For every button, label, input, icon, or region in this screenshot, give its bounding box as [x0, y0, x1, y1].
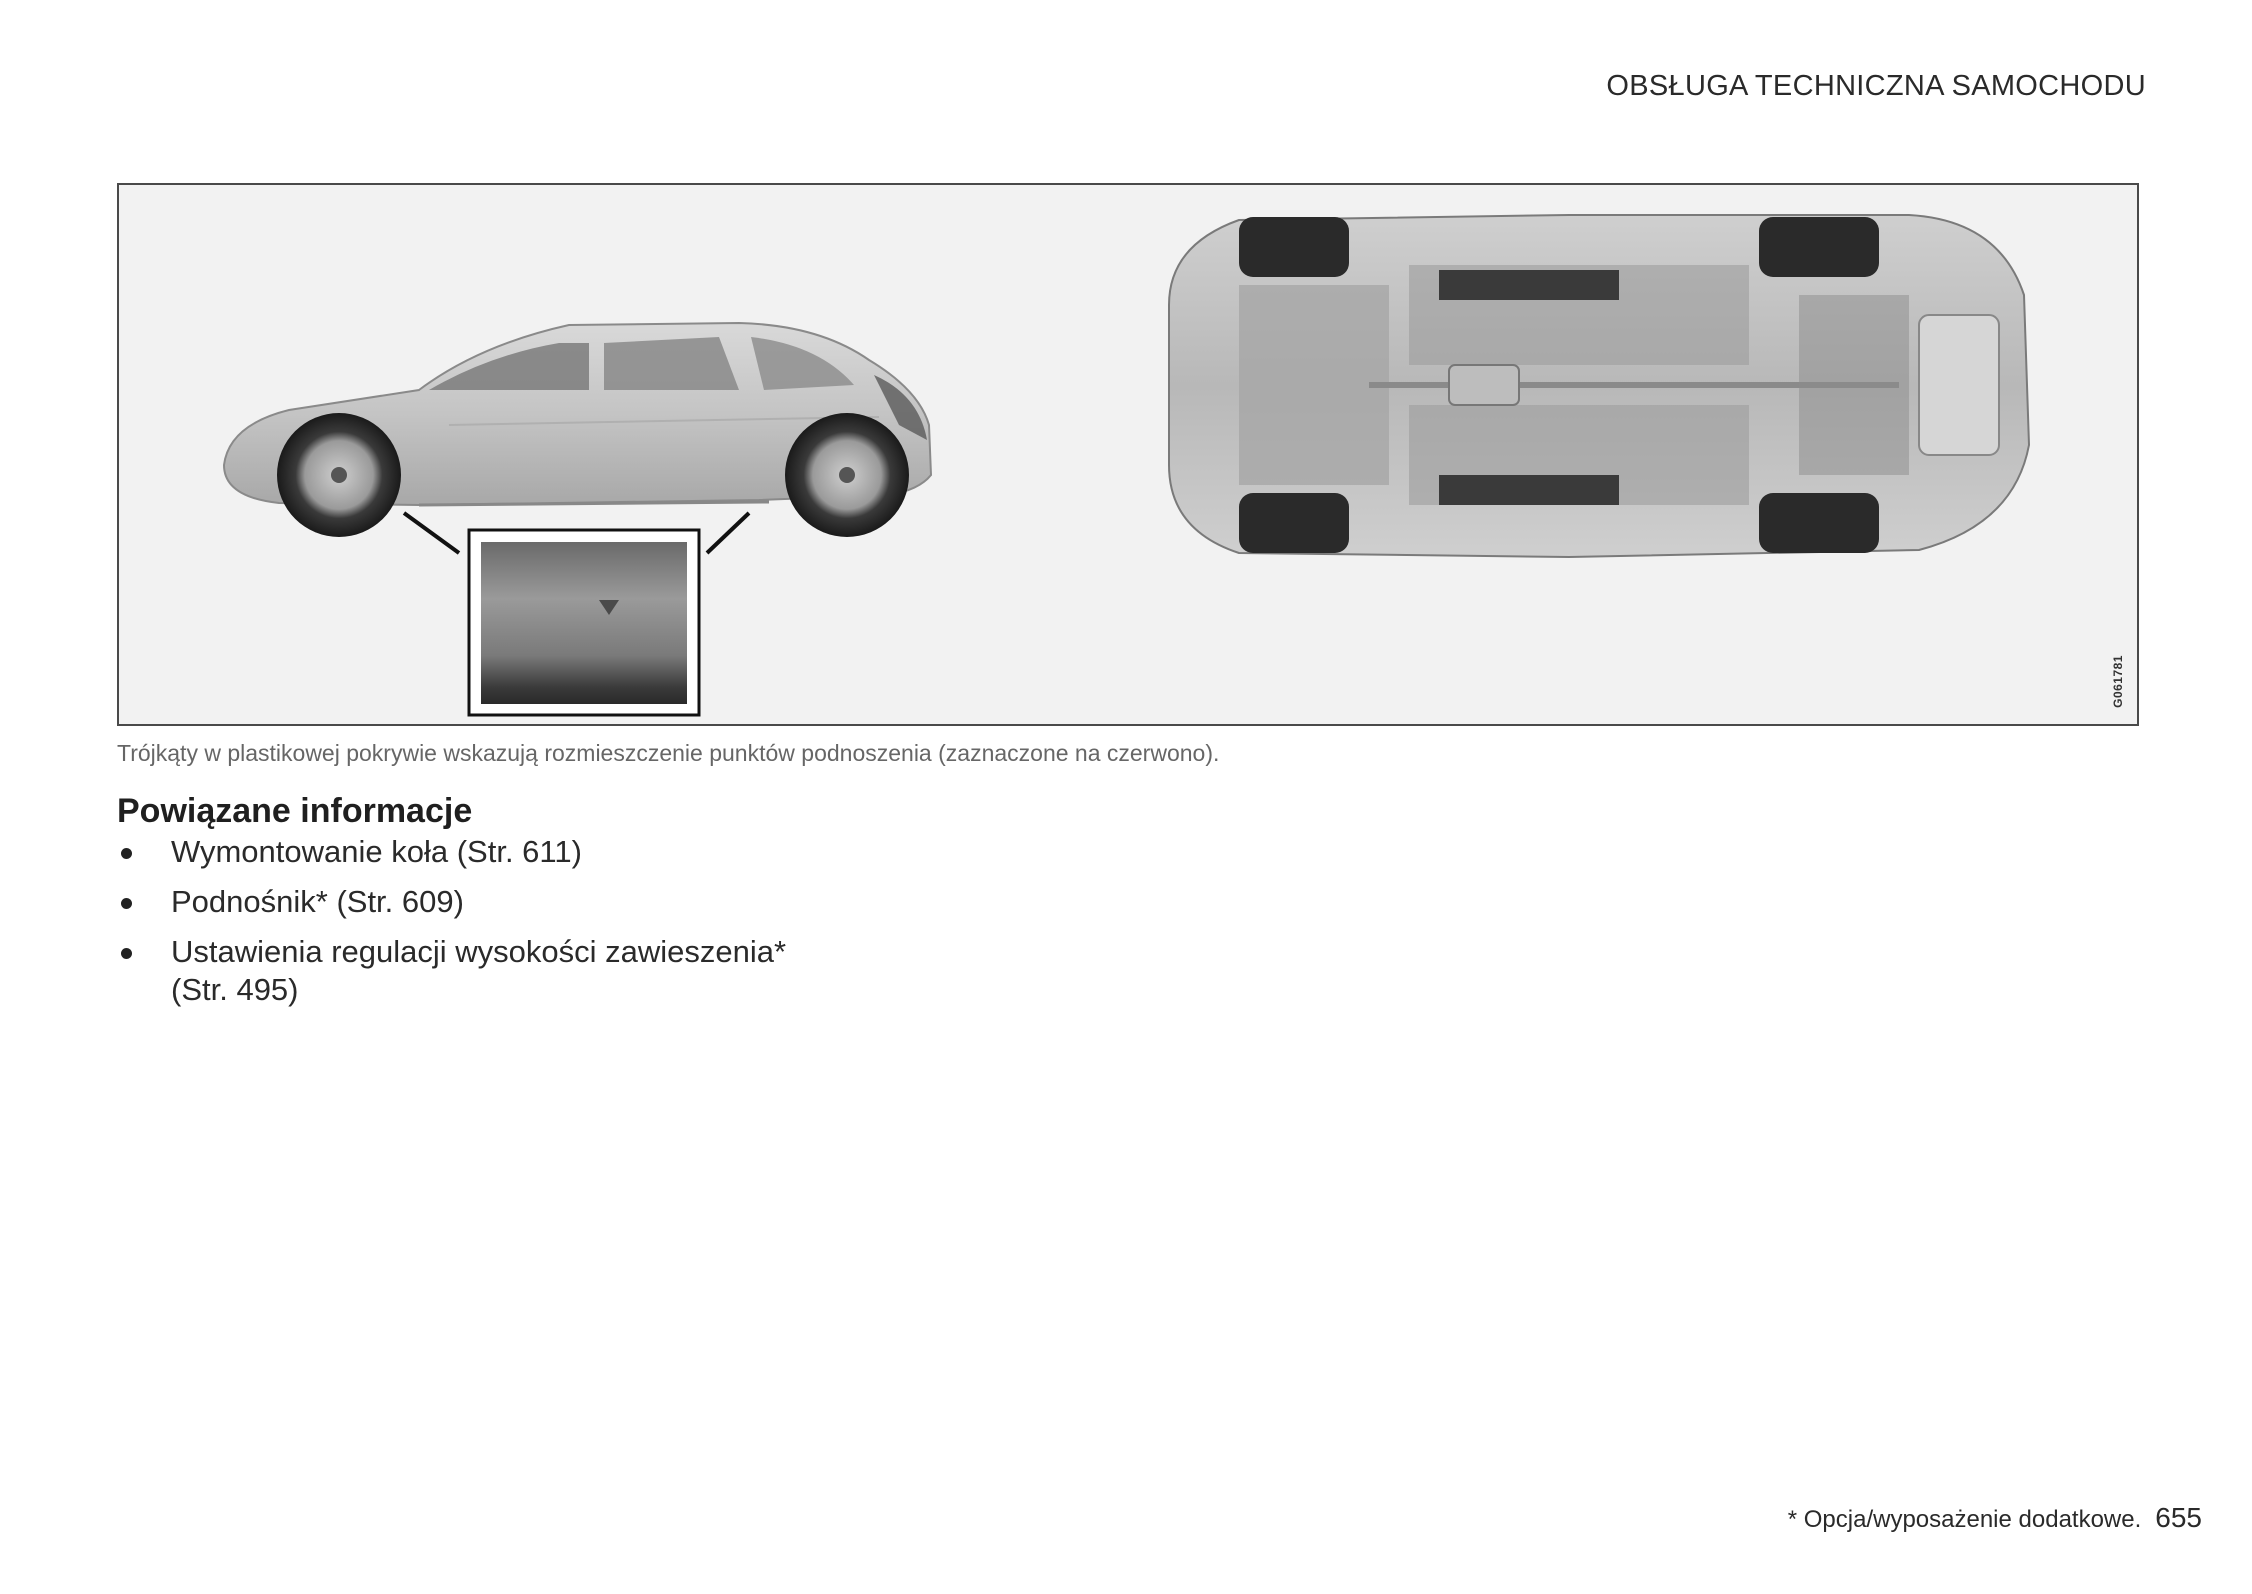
figure-code: G061781 [2111, 655, 2125, 708]
footnote: * Opcja/wyposażenie dodatkowe. [1787, 1506, 2142, 1533]
running-header: OBSŁUGA TECHNICZNA SAMOCHODU [1606, 70, 2146, 102]
related-link-label: Podnośnik* (Str. 609) [171, 884, 464, 919]
illustration [119, 185, 2139, 726]
related-link-label: Wymontowanie koła (Str. 611) [171, 834, 582, 869]
related-info-list [117, 833, 871, 1021]
lifting-points-figure [117, 183, 2139, 726]
page-number: 655 [2155, 1502, 2202, 1533]
related-info-heading: Powiązane informacje [117, 792, 473, 830]
bullet-icon [121, 898, 132, 909]
page-footer [1788, 1502, 2202, 1534]
lifting-point-zoom-callout [404, 513, 749, 715]
related-link-label: Ustawienia regulacji wysokości zawieszenia* (Str. 495) [171, 934, 787, 1007]
figure-caption: Trójkąty w plastikowej pokrywie wskazują rozmieszczenie punktów podnoszenia (zaznaczone na czerwono). [117, 740, 1220, 766]
underside-view-car [1169, 215, 2029, 557]
related-link-jack[interactable] [117, 883, 871, 921]
related-link-wheel-removal[interactable] [117, 833, 871, 871]
side-view-car [224, 323, 931, 537]
bullet-icon [121, 948, 132, 959]
bullet-icon [121, 848, 132, 859]
related-link-suspension-height[interactable] [117, 933, 871, 1009]
